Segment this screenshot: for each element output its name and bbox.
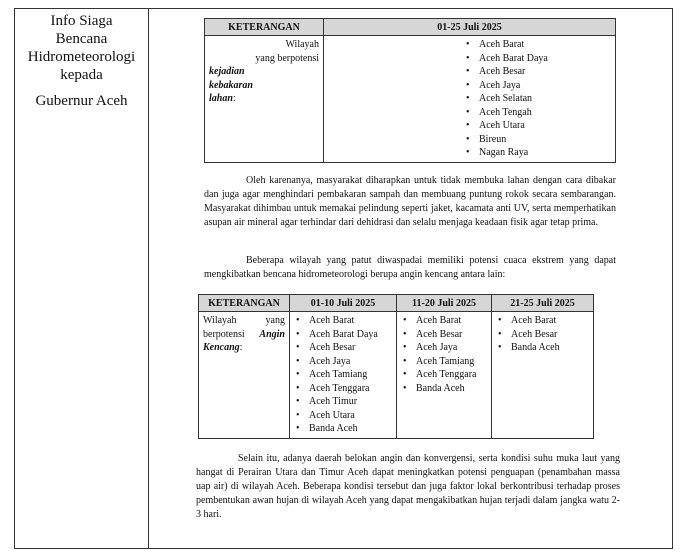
sidebar-title-line: Hidrometeorologi — [27, 49, 136, 65]
label-suffix: : — [239, 342, 243, 353]
region-list-item: • Aceh Selatan — [464, 92, 611, 106]
row-label-cell — [199, 312, 290, 439]
label-emphasis: Angin — [259, 328, 285, 340]
region-list-item: • Aceh Jaya — [464, 79, 611, 93]
sidebar-recipient: Gubernur Aceh — [35, 93, 128, 109]
region-list-item: • Aceh Barat Daya — [294, 328, 392, 342]
fire-risk-table — [204, 18, 616, 163]
region-list-cell — [290, 312, 397, 439]
region-list-item: • Aceh Tengah — [464, 106, 611, 120]
region-list-item: • Aceh Tenggara — [294, 382, 392, 396]
region-list-item: • Aceh Utara — [294, 409, 392, 423]
region-list-item: • Aceh Tamiang — [294, 368, 392, 382]
label-suffix: : — [232, 93, 236, 104]
region-list — [496, 314, 589, 355]
label-text: Wilayah — [285, 39, 319, 50]
paragraph: Selain itu, adanya daerah belokan angin dan konvergensi, serta kondisi suhu muka laut yang hangat di Perairan Utara dan Timur Aceh dapat meningkatkan potensi penguapan (penambahan massa uap air) di wilayah Aceh. Beberapa kondisi tersebut dan juga faktor lokal berkontribusi terhadap proses pembentukan awan hujan di wilayah Aceh yang dapat mengakibatkan hujan terjadi dalam jangka watu 2-3 hari. — [196, 453, 620, 520]
table-header: 01-10 Juli 2025 — [290, 295, 397, 312]
region-list-item: • Aceh Jaya — [294, 355, 392, 369]
region-list-cell — [324, 36, 616, 163]
region-list-cell — [492, 312, 594, 439]
region-list-item: • Bireun — [464, 133, 611, 147]
column-divider — [148, 8, 149, 549]
region-list-item: • Aceh Utara — [464, 119, 611, 133]
region-list-item: • Aceh Tamiang — [401, 355, 487, 369]
table-header: 01-25 Juli 2025 — [324, 19, 616, 36]
row-label-cell — [205, 36, 324, 163]
label-text: yang — [265, 315, 285, 326]
region-list — [464, 38, 611, 160]
region-list-item: • Aceh Tenggara — [401, 368, 487, 382]
wind-risk-table — [198, 294, 594, 439]
region-list-item: • Aceh Besar — [464, 65, 611, 79]
region-list-item: • Aceh Barat — [294, 314, 392, 328]
region-list-item: • Aceh Barat — [496, 314, 589, 328]
region-list-cell — [397, 312, 492, 439]
label-text: berpotensi — [203, 328, 245, 340]
region-list-item: • Aceh Timur — [294, 395, 392, 409]
table-header: KETERANGAN — [205, 19, 324, 36]
region-list-item: • Aceh Jaya — [401, 341, 487, 355]
label-emphasis: lahan — [209, 93, 233, 104]
table-header: KETERANGAN — [199, 295, 290, 312]
region-list-item: • Aceh Besar — [401, 328, 487, 342]
region-list-item: • Aceh Barat — [401, 314, 487, 328]
region-list-item: • Aceh Besar — [496, 328, 589, 342]
region-list-item: • Banda Aceh — [496, 341, 589, 355]
label-text: yang berpotensi — [255, 52, 319, 64]
region-list-item: • Aceh Besar — [294, 341, 392, 355]
region-list-item: • Aceh Barat Daya — [464, 52, 611, 66]
table-header: 11-20 Juli 2025 — [397, 295, 492, 312]
region-list-item: • Aceh Barat — [464, 38, 611, 52]
sidebar-title-line: kepada — [60, 67, 103, 83]
paragraph: Beberapa wilayah yang patut diwaspadai memiliki potensi cuaca ekstrem yang dapat mengkibatkan bencana hidrometeorologi berupa angin kencang antara lain: — [204, 255, 616, 280]
region-list-item: • Banda Aceh — [294, 422, 392, 436]
region-list — [401, 314, 487, 395]
label-emphasis: Kencang — [203, 342, 240, 353]
sidebar-title-line: Info Siaga — [50, 13, 113, 29]
region-list — [294, 314, 392, 436]
sidebar-heading — [15, 12, 148, 110]
region-list-item: • Nagan Raya — [464, 146, 611, 160]
table-header: 21-25 Juli 2025 — [492, 295, 594, 312]
label-emphasis: kejadian — [209, 66, 245, 77]
region-list-item: • Banda Aceh — [401, 382, 487, 396]
paragraph: Oleh karenanya, masyarakat diharapkan untuk tidak membuka lahan dengan cara dibakar dan juga agar menghindari pembakaran sampah dan membuang puntung rokok secara sembarangan. Masyarakat dihimbau untuk memakai pelindung seperti jaket, kacamata anti UV, serta memperhatikan asupan air mineral agar terhindar dari dehidrasi dan selalu menjaga keadaan fisik agar tetap prima. — [204, 175, 616, 228]
sidebar-title-line: Bencana — [55, 31, 108, 47]
label-emphasis: kebakaran — [209, 79, 253, 91]
label-text: Wilayah — [203, 315, 237, 326]
